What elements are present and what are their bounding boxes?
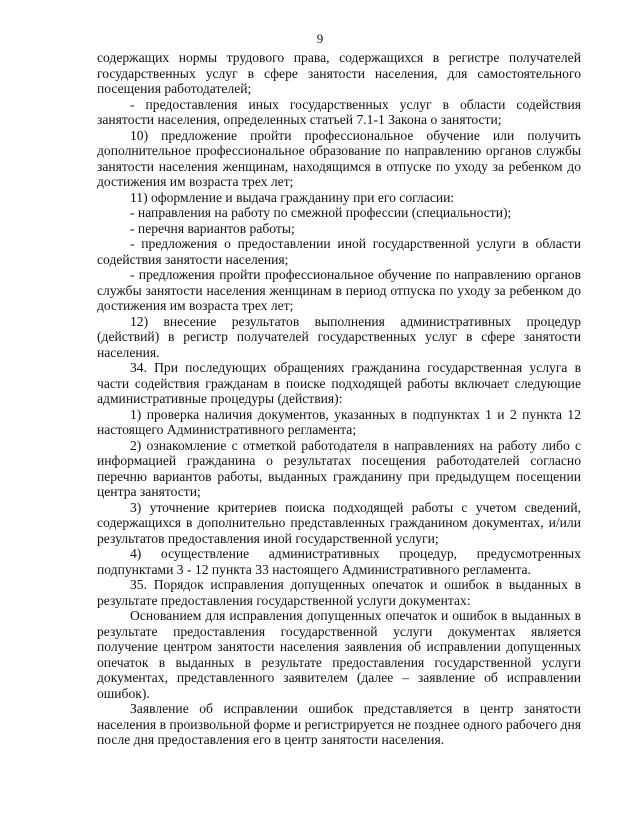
paragraph-item-11-job-list: - перечня вариантов работы;: [130, 220, 295, 236]
document-body: [97, 50, 581, 748]
paragraph-other-services: - предоставления иных государственных услуг в области содействия занятости населения, определенных статьей 7.1-1 Закона о занятости;: [97, 96, 581, 127]
paragraph-item-11-referral: - направления на работу по смежной профессии (специальности);: [130, 205, 512, 220]
paragraph-section-35: 35. Порядок исправления допущенных опечаток и ошибок в выданных в результате предоставления государственной услуги документах:: [97, 577, 581, 608]
paragraph-34-item-3: 3) уточнение критериев поиска подходящей работы с учетом сведений, содержащихся в дополнительно представленных гражданином документах, и/или результатов предоставления иной государственной услуги;: [97, 499, 581, 546]
paragraph-continuation: содержащих нормы трудового права, содержащихся в регистре получателей государственных услуг в сфере занятости населения, для самостоятельного посещения работодателей;: [97, 50, 581, 96]
paragraph-item-10: 10) предложение пройти профессиональное обучение или получить дополнительное профессиональное образование по направлению органов службы занятости населения женщинам, находящимся в отпуске по уходу за ребенком до достижения им возраста трех лет;: [97, 127, 581, 189]
paragraph-item-11-other-service: - предложения о предоставлении иной государственной услуги в области содействия занятости населения;: [97, 236, 581, 267]
paragraph-35-application: Заявление об исправлении ошибок представляется в центр занятости населения в произвольной форме и регистрируется не позднее одного рабочего дня после дня предоставления его в центр занятости населения.: [97, 701, 581, 747]
page-number: 9: [316, 31, 324, 46]
paragraph-item-12: 12) внесение результатов выполнения административных процедур (действий) в регистр получателей государственных услуг в сфере занятости населения.: [97, 313, 581, 360]
paragraph-35-basis: Основанием для исправления допущенных опечаток и ошибок в выданных в результате предоставления государственной услуги документах является получение центром занятости населения заявления об исправлении допущенных опечаток в выданных в результате предоставления государственной услуги документах, представленного заявителем (далее – заявление об исправлении ошибок).: [97, 608, 581, 701]
paragraph-item-11-training: - предложения пройти профессиональное обучение по направлению органов службы занятости населения женщинам в период отпуска по уходу за ребенком до достижения им возраста трех лет;: [97, 267, 581, 313]
paragraph-34-item-4: 4) осуществление административных процедур, предусмотренных подпунктами 3 - 12 пункта 33 настоящего Административного регламента.: [97, 546, 581, 577]
paragraph-34-item-2: 2) ознакомление с отметкой работодателя в направлениях на работу либо с информацией гражданина о результатах посещения работодателей согласно перечню вариантов работы, выданных гражданину при предыдущем посещении центра занятости;: [97, 437, 581, 499]
paragraph-34-item-1: 1) проверка наличия документов, указанных в подпунктах 1 и 2 пункта 12 настоящего Административного регламента;: [97, 406, 581, 437]
paragraph-item-11: 11) оформление и выдача гражданину при его согласии:: [130, 189, 455, 205]
paragraph-section-34: 34. При последующих обращениях гражданина государственная услуга в части содействия гражданам в поиске подходящей работы включает следующие административные процедуры (действия):: [97, 360, 581, 406]
